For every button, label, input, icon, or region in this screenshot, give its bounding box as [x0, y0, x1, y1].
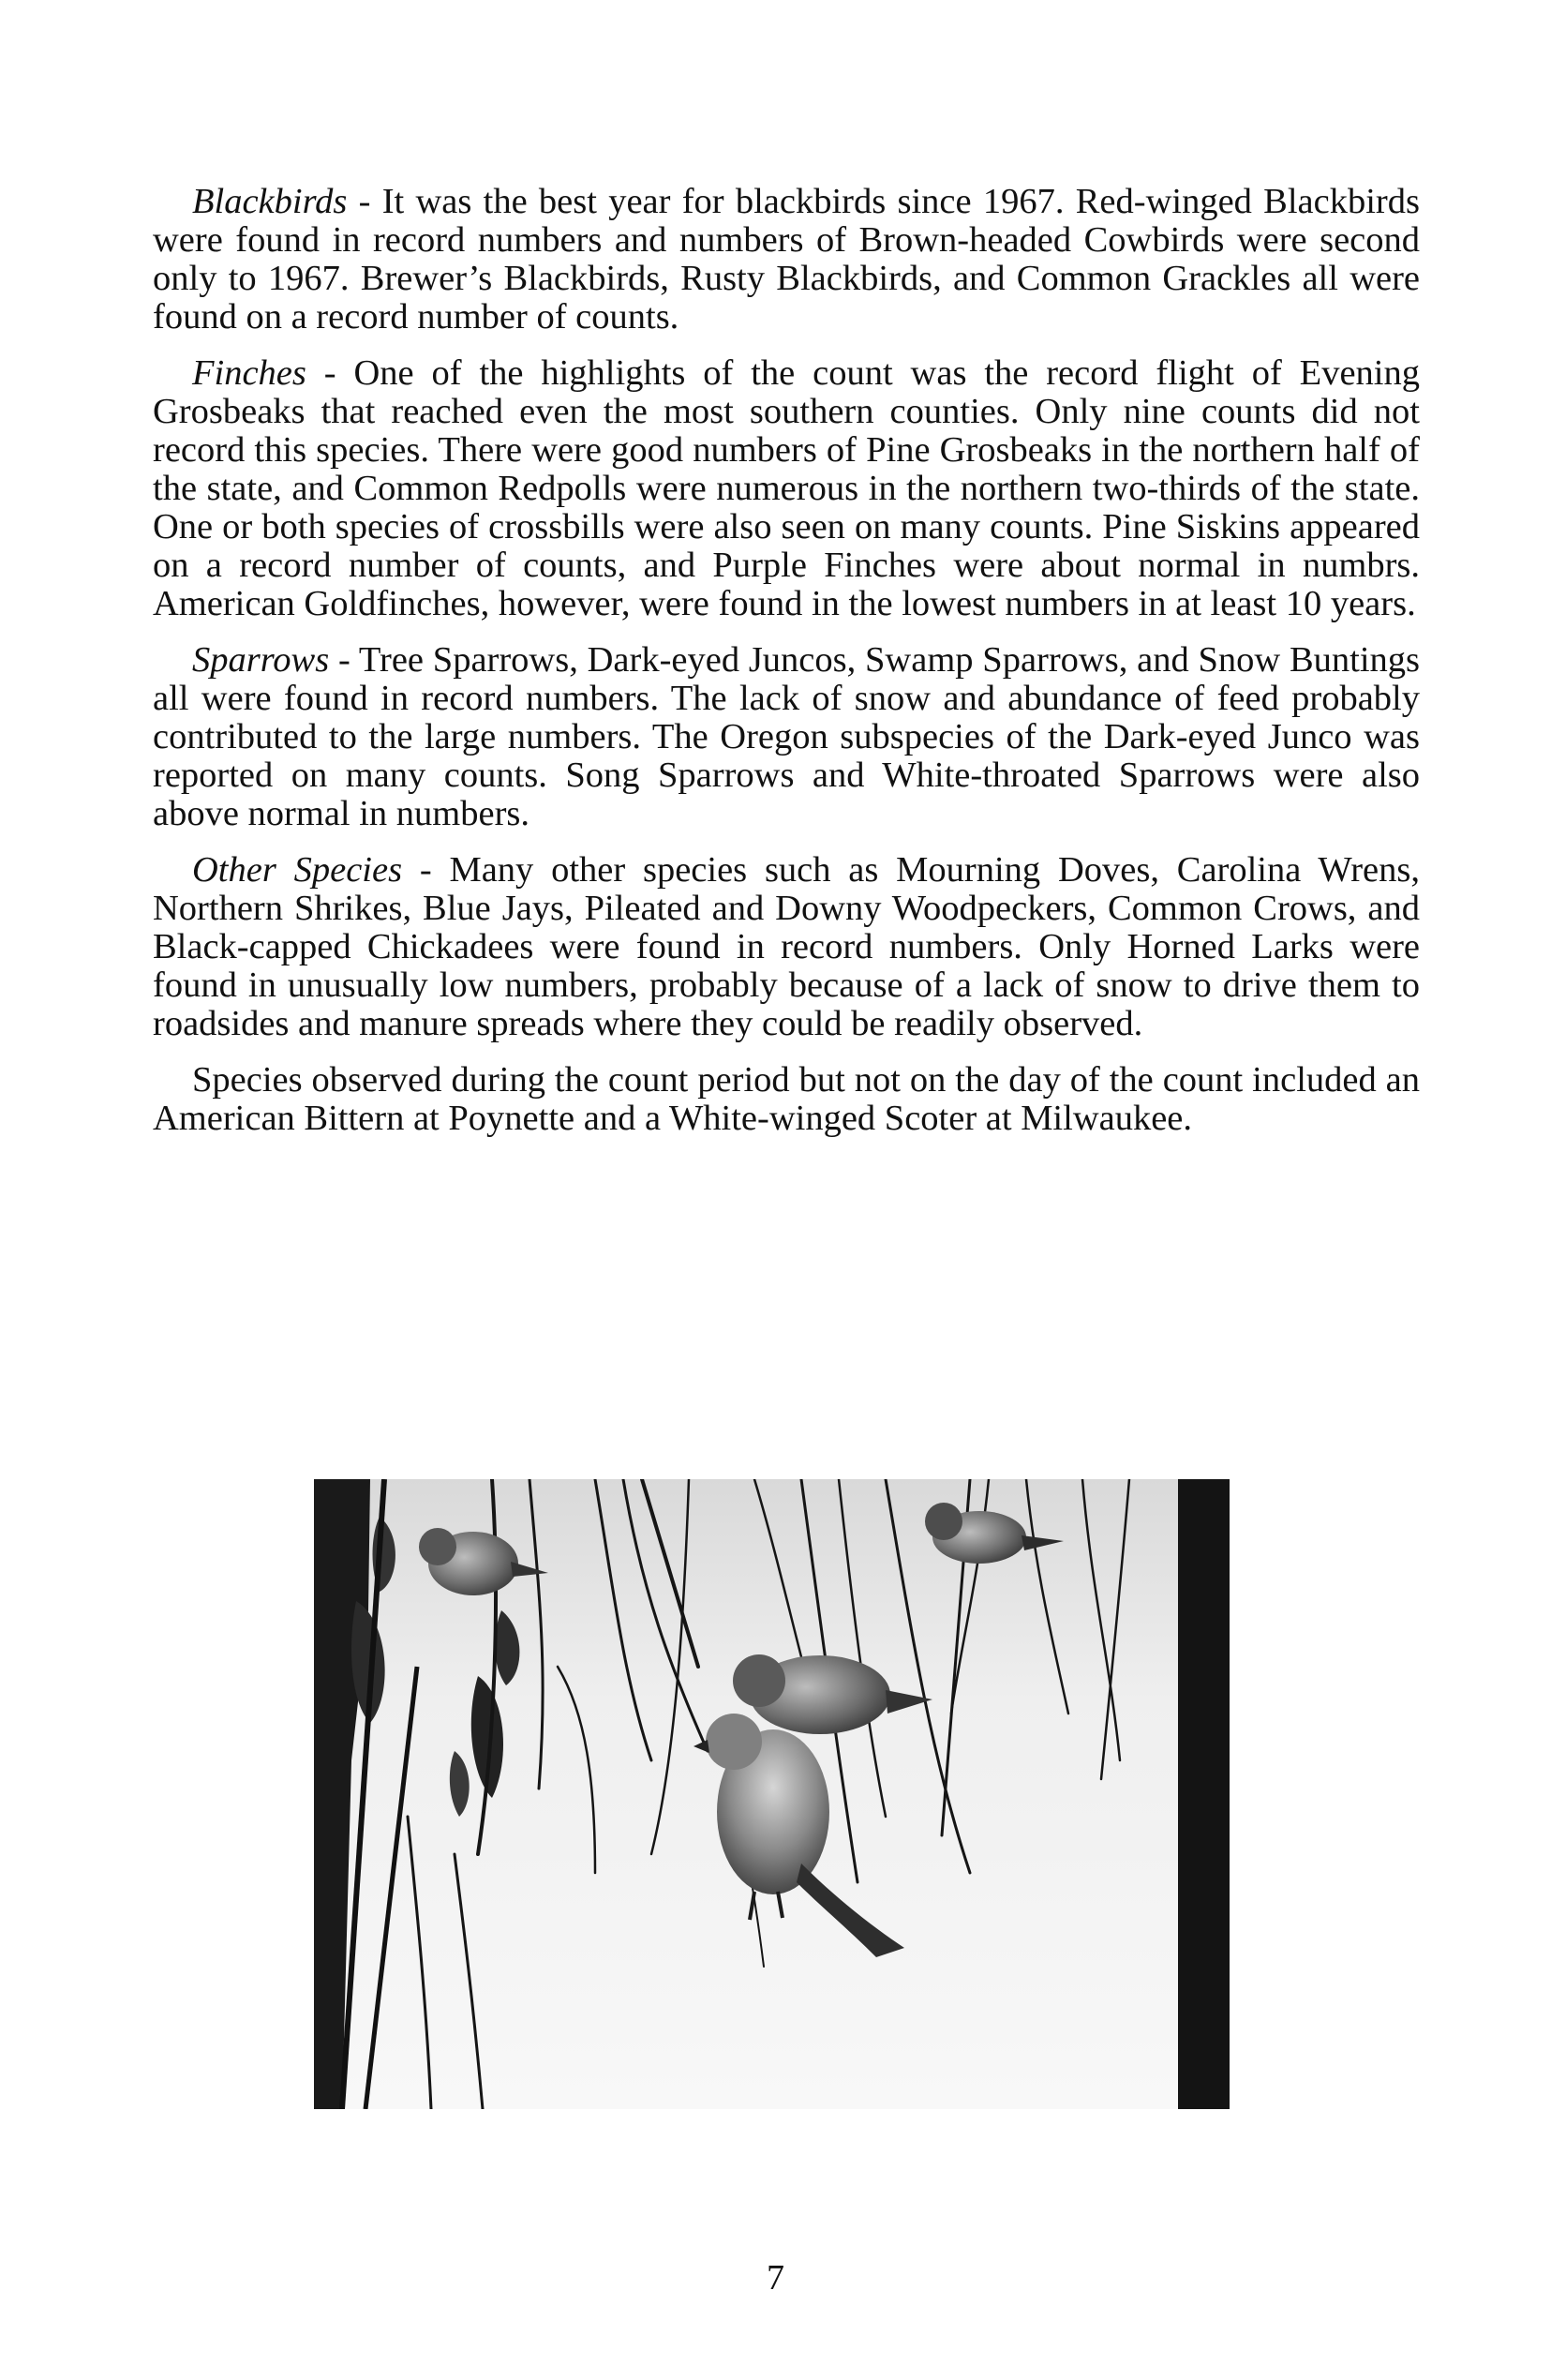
paragraph-text: - One of the highlights of the count was the record flight of Evening Grosbeaks that reached even the most southern counties. Only nine counts did not record this species. There were good numbers of Pine Grosbeaks in the northern half of the state, and Common Redpolls were numerous in the northern two-thirds of the state. One or both species of crossbills were also seen on many counts. Pine Siskins appeared on a record number of counts, and Purple Finches were about normal in numbrs. American Goldfinches, however, were found in the lowest numbers in at least 10 years. — [153, 353, 1420, 623]
paragraph-finches — [153, 354, 1420, 623]
paragraph-other-species — [153, 851, 1420, 1043]
bird-photograph — [314, 1479, 1230, 2109]
section-heading-other-species: Other Species — [192, 850, 403, 890]
paragraph-text: - Tree Sparrows, Dark-eyed Juncos, Swamp Sparrows, and Snow Buntings all were found in record numbers. The lack of snow and abundance of feed probably contributed to the large numbers. The Oregon subspecies of the Dark-eyed Junco was reported on many counts. Song Sparrows and White-throated Sparrows were also above normal in numbers. — [153, 640, 1420, 833]
section-heading-blackbirds: Blackbirds — [192, 182, 348, 221]
paragraph-sparrows — [153, 641, 1420, 833]
paragraph-text: - Many other species such as Mourning Doves, Carolina Wrens, Northern Shrikes, Blue Jays, Pileated and Downy Woodpeckers, Common Crows, and Black-capped Chickadees were found in record numbers. Only Horned Larks were found in unusually low numbers, probably because of a lack of snow to drive them to roadsides and manure spreads where they could be readily observed. — [153, 850, 1420, 1043]
section-heading-finches: Finches — [192, 353, 306, 393]
paragraph-blackbirds — [153, 183, 1420, 337]
article-text — [153, 183, 1420, 1156]
paragraph-count-period — [153, 1061, 1420, 1138]
photo-illustration — [314, 1479, 1230, 2109]
paragraph-text: Species observed during the count period but not on the day of the count included an American Bittern at Poynette and a White-winged Scoter at Milwaukee. — [153, 1060, 1420, 1138]
paragraph-text: - It was the best year for blackbirds since 1967. Red-winged Blackbirds were found in record numbers and numbers of Brown-headed Cowbirds were second only to 1967. Brewer’s Blackbirds, Rusty Blackbirds, and Common Grackles all were found on a record number of counts. — [153, 182, 1420, 337]
dark-trunk-right — [1178, 1479, 1230, 2109]
page-number: 7 — [767, 2258, 784, 2298]
section-heading-sparrows: Sparrows — [192, 640, 330, 680]
